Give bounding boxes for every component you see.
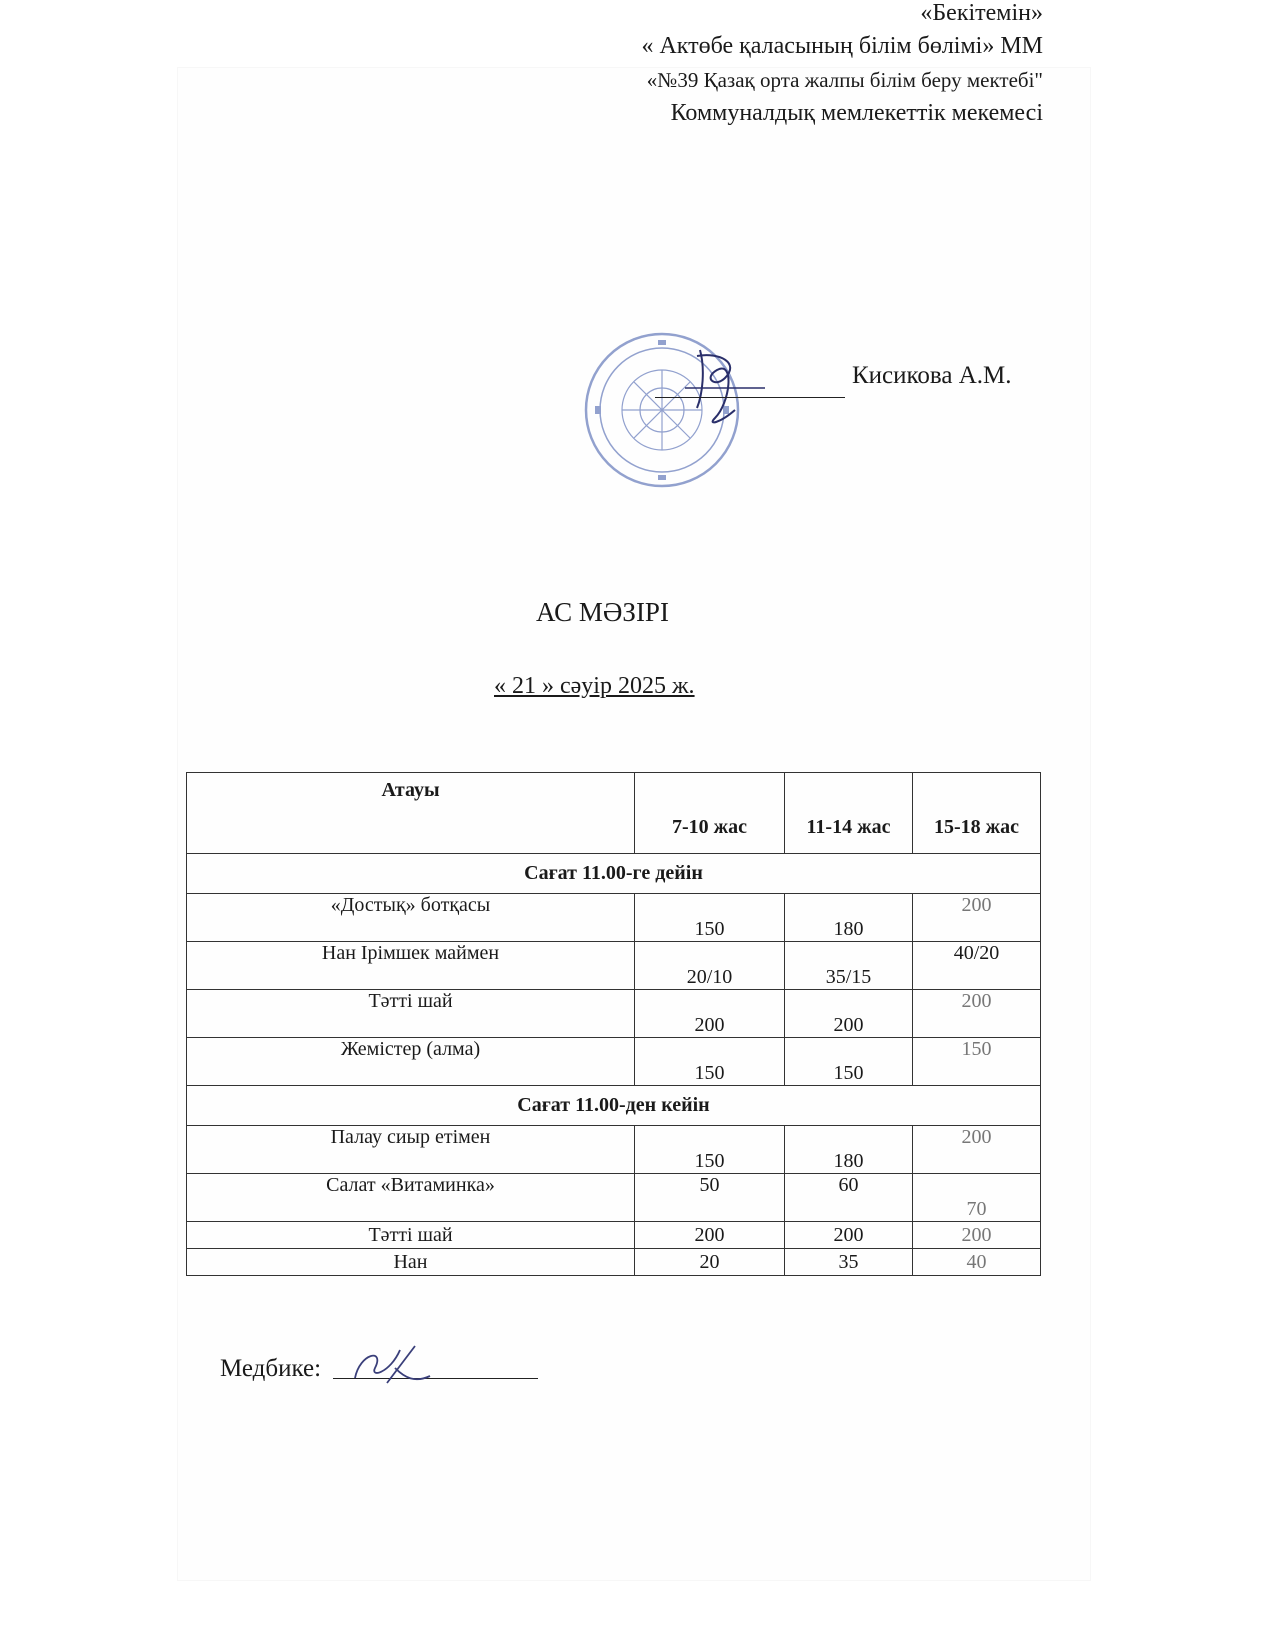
portion-15-18: 200 [913, 1222, 1041, 1249]
portion-7-10: 200 [635, 1222, 785, 1249]
table-row [187, 1249, 1041, 1276]
header-age-15-18: 15-18 жас [913, 773, 1041, 854]
director-signature-line [655, 397, 845, 398]
portion-11-14: 35 [785, 1249, 913, 1276]
dish-name: Нан Ірімшек маймен [187, 942, 635, 990]
header-age-11-14: 11-14 жас [785, 773, 913, 854]
portion-7-10: 20/10 [635, 942, 785, 990]
portion-15-18: 150 [913, 1038, 1041, 1086]
header-name: Атауы [187, 773, 635, 854]
section-title: Сағат 11.00-ге дейін [187, 854, 1041, 894]
table-row [187, 1222, 1041, 1249]
menu-table [186, 772, 1041, 1276]
portion-11-14: 180 [785, 894, 913, 942]
approval-line-3: «№39 Қазақ орта жалпы білім беру мектебі" [646, 68, 1043, 92]
portion-7-10: 150 [635, 1038, 785, 1086]
portion-15-18: 40 [913, 1249, 1041, 1276]
table-row [187, 1038, 1041, 1086]
table-row [187, 894, 1041, 942]
table-row [187, 1126, 1041, 1174]
section-row-after-11 [187, 1086, 1041, 1126]
approval-line-1: «Бекітемін» [920, 0, 1043, 26]
portion-7-10: 50 [635, 1174, 785, 1222]
table-row [187, 942, 1041, 990]
director-name: Кисикова А.М. [852, 362, 1012, 389]
document-date: « 21 » сәуір 2025 ж. [494, 673, 695, 699]
director-signature [645, 348, 785, 428]
portion-11-14: 60 [785, 1174, 913, 1222]
dish-name: «Достық» ботқасы [187, 894, 635, 942]
nurse-label: Медбике: [220, 1355, 322, 1382]
portion-11-14: 35/15 [785, 942, 913, 990]
portion-11-14: 200 [785, 1222, 913, 1249]
portion-7-10: 150 [635, 1126, 785, 1174]
dish-name: Палау сиыр етімен [187, 1126, 635, 1174]
nurse-signature [345, 1338, 435, 1398]
portion-7-10: 200 [635, 990, 785, 1038]
table-row [187, 990, 1041, 1038]
dish-name: Тәтті шай [187, 990, 635, 1038]
header-age-7-10: 7-10 жас [635, 773, 785, 854]
section-row-before-11 [187, 854, 1041, 894]
table-header-row [187, 773, 1041, 854]
portion-7-10: 20 [635, 1249, 785, 1276]
portion-15-18: 200 [913, 1126, 1041, 1174]
portion-11-14: 180 [785, 1126, 913, 1174]
portion-15-18: 40/20 [913, 942, 1041, 990]
dish-name: Салат «Витаминка» [187, 1174, 635, 1222]
dish-name: Тәтті шай [187, 1222, 635, 1249]
section-title: Сағат 11.00-ден кейін [187, 1086, 1041, 1126]
portion-11-14: 150 [785, 1038, 913, 1086]
document-title: АС МӘЗІРІ [536, 597, 669, 627]
dish-name: Нан [187, 1249, 635, 1276]
portion-11-14: 200 [785, 990, 913, 1038]
portion-15-18: 200 [913, 990, 1041, 1038]
dish-name: Жемістер (алма) [187, 1038, 635, 1086]
approval-line-4: Коммуналдық мемлекеттік мекемесі [670, 100, 1043, 126]
table-row [187, 1174, 1041, 1222]
approval-line-2: « Актөбе қаласының білім бөлімі» ММ [641, 33, 1043, 59]
portion-7-10: 150 [635, 894, 785, 942]
portion-15-18: 200 [913, 894, 1041, 942]
portion-15-18: 70 [913, 1174, 1041, 1222]
